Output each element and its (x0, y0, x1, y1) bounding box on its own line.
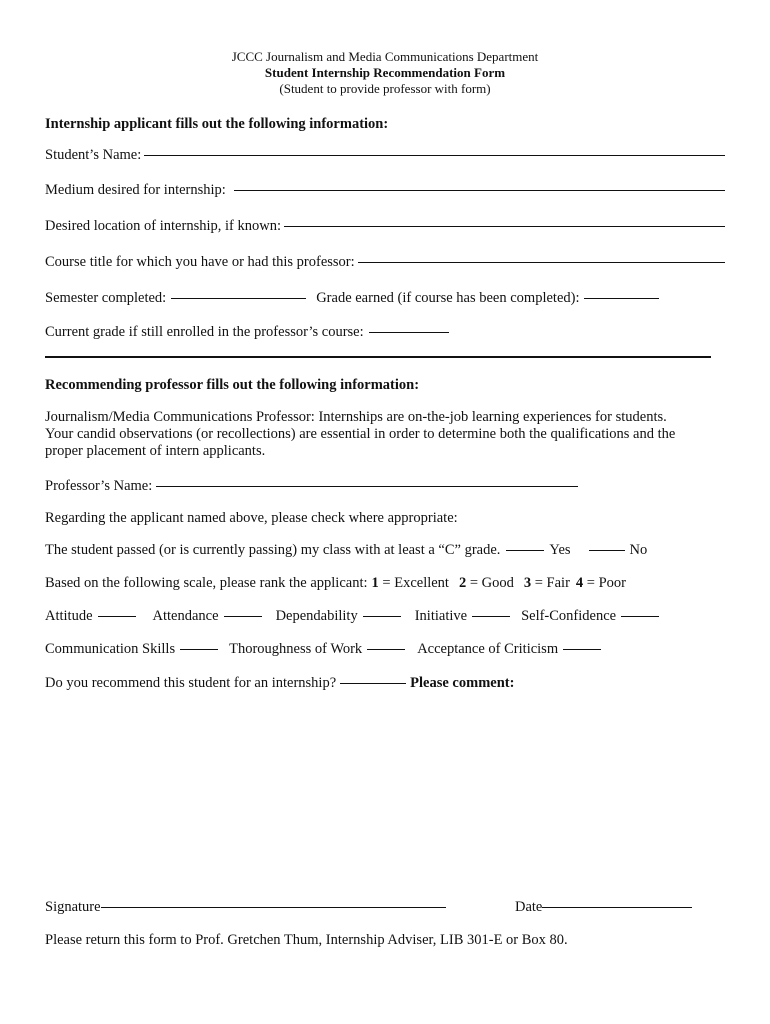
scale-intro: Based on the following scale, please rank the applicant: (45, 575, 368, 591)
passed-question-row (45, 542, 647, 559)
applicant-section-heading: Internship applicant fills out the following information: (45, 116, 389, 132)
date-label: Date (515, 899, 543, 915)
rating-self-confidence: Self-Confidence (521, 608, 659, 625)
return-note: Please return this form to Prof. Gretchen Thum, Internship Adviser, LIB 301-E or Box 80. (45, 932, 568, 948)
course-title-blank[interactable] (358, 262, 725, 263)
medium-label: Medium desired for internship: (45, 182, 226, 198)
intro-line-1: Journalism/Media Communications Professor: Internships are on-the-job learning experiences for students. (45, 409, 667, 425)
no-label: No (629, 542, 648, 558)
recommend-blank[interactable] (340, 683, 406, 684)
rating-scale-row (45, 575, 626, 592)
rating-attitude: Attitude (45, 608, 136, 625)
scale-item-4: 4 = Poor (575, 575, 626, 591)
professor-intro-paragraph (45, 409, 725, 460)
course-title-label: Course title for which you have or had this professor: (45, 254, 355, 270)
yes-blank[interactable] (506, 550, 544, 551)
form-instruction: (Student to provide professor with form) (279, 81, 491, 96)
yes-label: Yes (549, 542, 571, 558)
professor-name-blank[interactable] (156, 486, 578, 487)
current-grade-blank[interactable] (369, 332, 449, 333)
rating-dependability: Dependability (276, 608, 401, 625)
ratings-row-1 (45, 608, 659, 625)
rating-thoroughness: Thoroughness of Work (229, 641, 405, 658)
scale-item-3: 3 = Fair (523, 575, 570, 591)
date-blank[interactable] (542, 907, 692, 908)
intro-line-2: Your candid observations (or recollections) are essential in order to determine both the qualifications and the (45, 426, 676, 442)
section-divider (45, 356, 711, 358)
department-name: JCCC Journalism and Media Communications Department (231, 49, 539, 64)
professor-name-label: Professor’s Name: (45, 478, 153, 494)
intro-line-3: proper placement of intern applicants. (45, 443, 266, 459)
thoroughness-blank[interactable] (367, 649, 405, 650)
medium-blank[interactable] (234, 190, 725, 191)
student-name-label: Student’s Name: (45, 147, 142, 163)
rating-acceptance-of-criticism: Acceptance of Criticism (417, 641, 601, 658)
grade-earned-label: Grade earned (if course has been completed): (316, 290, 580, 306)
location-field (45, 218, 725, 235)
professor-name-field (45, 478, 578, 495)
semester-blank[interactable] (171, 298, 306, 299)
form-title: Student Internship Recommendation Form (264, 65, 506, 80)
semester-label: Semester completed: (45, 290, 167, 306)
self-confidence-blank[interactable] (621, 616, 659, 617)
student-name-field (45, 147, 725, 164)
date-field (515, 899, 692, 916)
semester-grade-row (45, 290, 659, 307)
passed-question: The student passed (or is currently passing) my class with at least a “C” grade. (45, 542, 501, 558)
location-label: Desired location of internship, if known: (45, 218, 281, 234)
student-name-blank[interactable] (144, 155, 725, 156)
rating-communication-skills: Communication Skills (45, 641, 218, 658)
scale-item-2: 2 = Good (458, 575, 514, 591)
dependability-blank[interactable] (363, 616, 401, 617)
course-title-field (45, 254, 725, 271)
attitude-blank[interactable] (98, 616, 136, 617)
rating-attendance: Attendance (153, 608, 262, 625)
comment-label: Please comment: (410, 675, 515, 691)
attendance-blank[interactable] (224, 616, 262, 617)
ratings-row-2 (45, 641, 601, 658)
medium-field (45, 182, 725, 199)
current-grade-label: Current grade if still enrolled in the professor’s course: (45, 324, 364, 340)
signature-blank[interactable] (101, 907, 446, 908)
signature-field (45, 899, 446, 916)
professor-section-heading: Recommending professor fills out the following information: (45, 377, 420, 393)
grade-earned-blank[interactable] (584, 298, 659, 299)
initiative-blank[interactable] (472, 616, 510, 617)
recommend-question: Do you recommend this student for an internship? (45, 675, 337, 691)
location-blank[interactable] (284, 226, 725, 227)
current-grade-field (45, 324, 449, 341)
comment-area[interactable] (45, 700, 725, 885)
acceptance-of-criticism-blank[interactable] (563, 649, 601, 650)
rating-initiative: Initiative (415, 608, 510, 625)
recommend-row (45, 675, 514, 692)
scale-item-1: 1 = Excellent (371, 575, 449, 591)
check-instruction: Regarding the applicant named above, please check where appropriate: (45, 510, 458, 526)
signature-label: Signature (45, 899, 101, 915)
no-blank[interactable] (589, 550, 625, 551)
communication-skills-blank[interactable] (180, 649, 218, 650)
